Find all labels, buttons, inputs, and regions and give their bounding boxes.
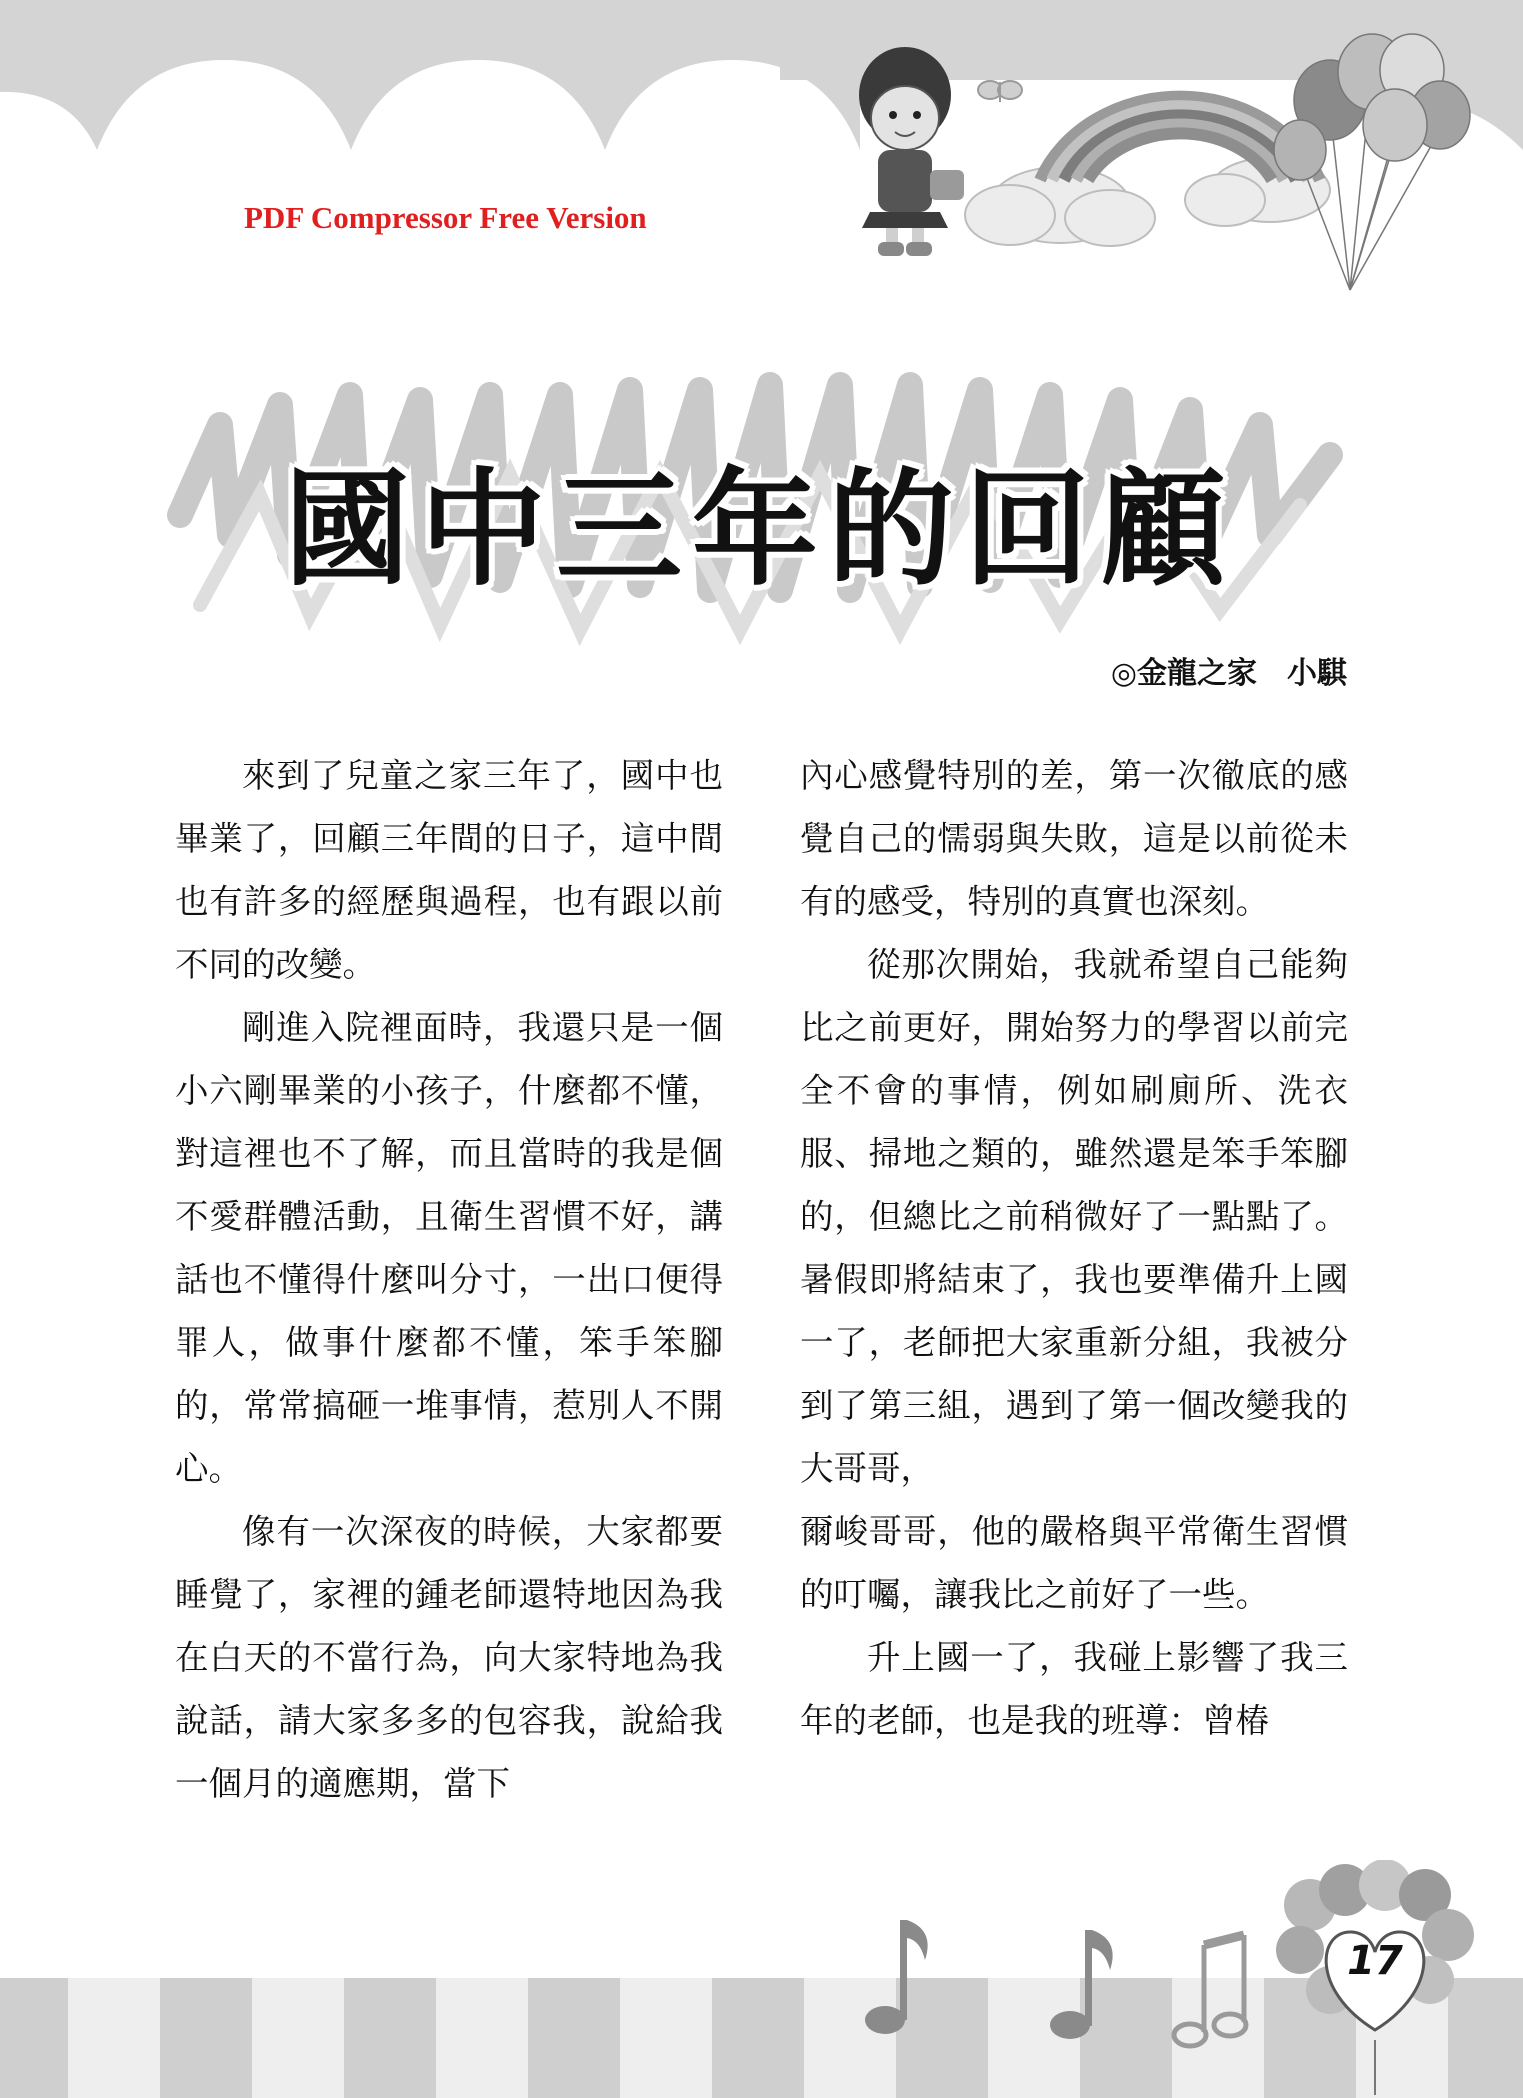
footer-stripes — [0, 1978, 1523, 2098]
paragraph: 升上國一了，我碰上影響了我三年的老師，也是我的班導：曾椿 — [800, 1638, 1348, 1740]
butterfly-icon — [978, 81, 1022, 102]
article-byline: ◎金龍之家 小騏 — [1110, 656, 1347, 691]
balloons-icon — [1274, 34, 1470, 290]
header-banner — [0, 0, 1523, 330]
article-title: 國中三年的回顧 — [284, 456, 1236, 603]
right-column — [800, 744, 1348, 1752]
title-area — [160, 365, 1360, 665]
watermark-text: PDF Compressor Free Version — [244, 200, 647, 235]
paragraph: 來到了兒童之家三年了，國中也畢業了，回顧三年間的日子，這中間也有許多的經歷與過程，也有跟以前不同的改變。 — [175, 756, 723, 984]
paragraph: 剛進入院裡面時，我還只是一個小六剛畢業的小孩子，什麼都不懂，對這裡也不了解，而且當時的我是個不愛群體活動，且衛生習慣不好，講話也不懂得什麼叫分寸，一出口便得罪人，做事什麼都不懂，笨手笨腳的，常常搞砸一堆事情，惹別人不開心。 — [175, 1008, 723, 1488]
footer-banner — [0, 1860, 1523, 2098]
paragraph: 從那次開始，我就希望自己能夠比之前更好，開始努力的學習以前完全不會的事情，例如刷廁所、洗衣服、掃地之類的，雖然還是笨手笨腳的，但總比之前稍微好了一點點了。暑假即將結束了，我也要準備升上國一了，老師把大家重新分組，我被分到了第三組，遇到了第一個改變我的大哥哥， — [800, 945, 1348, 1488]
page-number: 17 — [1347, 1938, 1403, 1984]
paragraph: 內心感覺特別的差，第一次徹底的感覺自己的懦弱與失敗，這是以前從未有的感受，特別的真實也深刻。 — [800, 756, 1348, 921]
paragraph: 爾峻哥哥，他的嚴格與平常衛生習慣的叮囑，讓我比之前好了一些。 — [800, 1512, 1348, 1614]
left-column — [175, 744, 723, 1815]
paragraph: 像有一次深夜的時候，大家都要睡覺了，家裡的鍾老師還特地因為我在白天的不當行為，向大家特地為我說話，請大家多多的包容我，說給我一個月的適應期，當下 — [175, 1512, 723, 1803]
